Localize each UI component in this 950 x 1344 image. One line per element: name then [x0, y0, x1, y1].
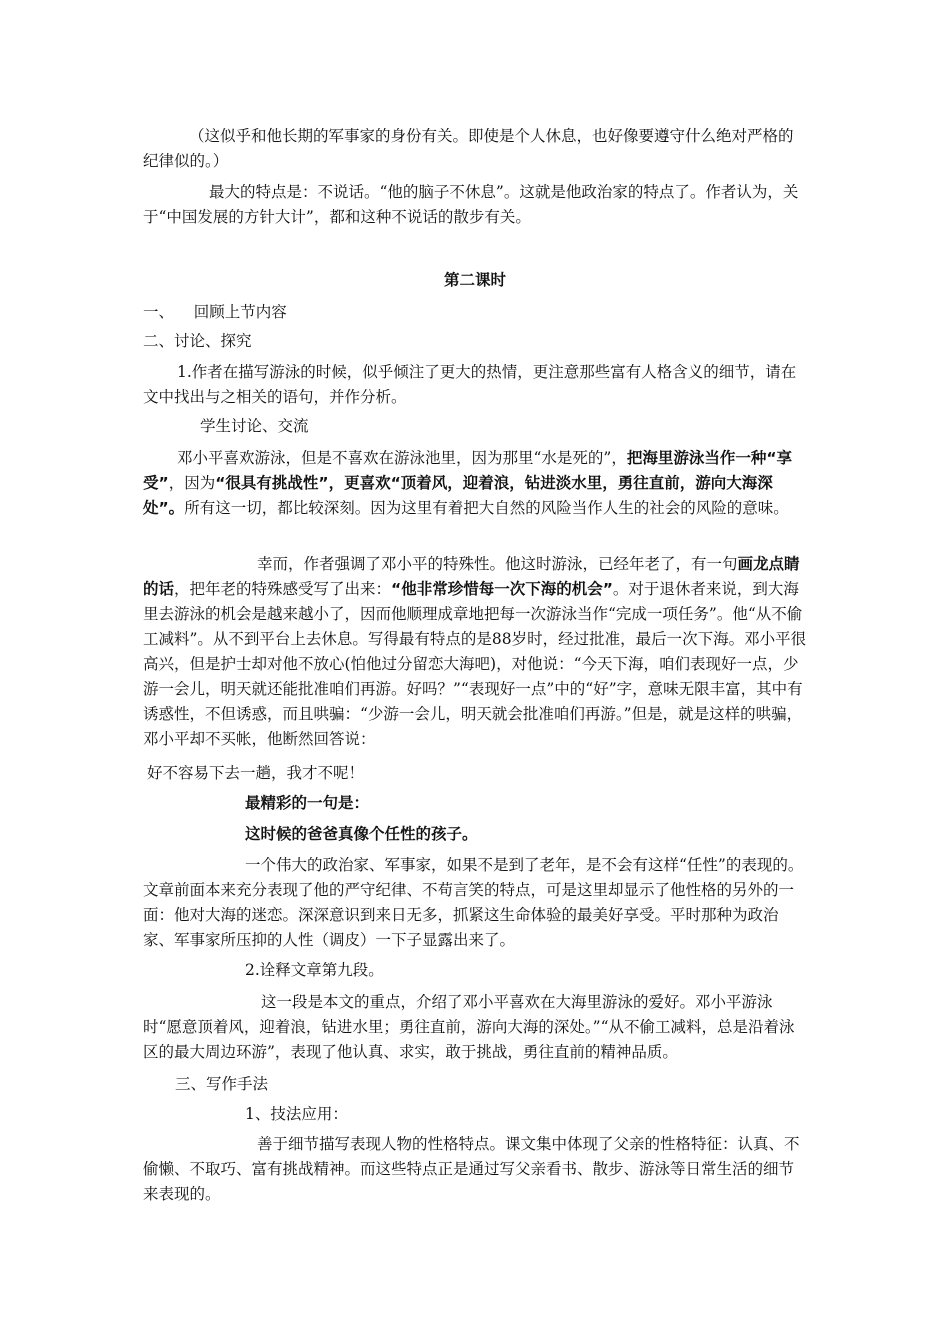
text-segment: ，因为: [168, 474, 216, 492]
bold-phrase: 画龙点睛的话: [143, 555, 800, 598]
bold-phrase: 把海里游泳当作一种“享受”: [143, 449, 793, 492]
bold-phrase: “他非常珍惜每一次下海的机会”: [391, 580, 613, 598]
paragraph-military-discipline: （这似乎和他长期的军事家的身份有关。即使是个人休息，也好像要遵守什么绝对严格的纪律似的。）: [143, 127, 794, 170]
paragraph-character: 一个伟大的政治家、军事家，如果不是到了老年，是不会有这样“任性”的表现的。文章前面本来充分表现了他的严守纪律、不苟言笑的特点，可是这里却显示了他性格的另外的一面：他对大海的迷恋。深深意识到来日无多，抓紧这生命体验的最美好享受。平时那种为政治家、军事家所压抑的人性（调皮）一下子显露出来了。: [143, 856, 804, 949]
question-2: 2.诠释文章第九段。: [245, 961, 384, 979]
bold-phrase: “很具有挑战性”，更喜欢“顶着风，迎着浪，钻进淡水里，勇往直前，游向大海深处”。: [143, 474, 773, 517]
text-segment: 。对于退休者来说，到大海里去游泳的机会是越来越小了，因而他顺理成章地把每一次游泳当作“完成一项任务”。他“从不偷工减料”。从不到平台上去休息。写得最有特点的是88岁时，经过批准，最后一次下海。邓小平很高兴，但是护士却对他不放心(怕他过分留恋大海吧)，对他说：“今天下海，咱们表现好一点，少游一会儿，明天就还能批准咱们再游。好吗？”“表现好一点”中的“好”字，意味无限丰富，其中有诱惑性，不但诱惑，而且哄骗：“少游一会儿，明天就会批准咱们再游。”但是，就是这样的哄骗，邓小平却不买帐，他断然回答说：: [143, 580, 807, 748]
text-segment: 所有这一切，都比较深刻。因为这里有着把大自然的风险当作人生的社会的风险的意味。: [184, 499, 789, 517]
section-title: 第二课时: [443, 271, 506, 289]
text-segment: 幸而，作者强调了邓小平的特殊性。他这时游泳，已经年老了，有一句: [257, 555, 738, 573]
heading-discussion: 二、讨论、探究: [143, 332, 252, 350]
question-1: 1.作者在描写游泳的时候，似乎倾注了更大的热情，更注意那些富有人格含义的细节，请在文中找出与之相关的语句，并作分析。: [143, 363, 797, 406]
best-sentence: 这时候的爸爸真像个任性的孩子。: [245, 825, 478, 843]
text-segment: ，把年老的特殊感受写了出来：: [174, 580, 392, 598]
paragraph-no-talking: 最大的特点是：不说话。“他的脑子不休息”。这就是他政治家的特点了。作者认为，关于“中国发展的方针大计”，都和这种不说话的散步有关。: [143, 183, 799, 226]
paragraph-detail-description: 善于细节描写表现人物的性格特点。课文集中体现了父亲的性格特征：认真、不偷懒、不取巧、富有挑战精神。而这些特点正是通过写父亲看书、散步、游泳等日常生活的细节来表现的。: [143, 1135, 800, 1203]
paragraph-swimming-analysis: [143, 446, 808, 521]
text-segment: 邓小平喜欢游泳，但是不喜欢在游泳池里，因为那里“水是死的”，: [177, 449, 627, 467]
subheading-technique-application: 1、技法应用：: [245, 1105, 348, 1123]
paragraph-ninth-section: 这一段是本文的重点，介绍了邓小平喜欢在大海里游泳的爱好。邓小平游泳时“愿意顶着风，迎着浪，钻进水里；勇往直前，游向大海的深处。”“从不偷工减料，总是沿着泳区的最大周边环游”，表现了他认真、求实，敢于挑战，勇往直前的精神品质。: [143, 993, 795, 1061]
quote-line: 好不容易下去一趟，我才不呢！: [147, 764, 365, 782]
best-sentence-label: 最精彩的一句是：: [245, 794, 370, 812]
heading-writing-technique: 三、写作手法: [175, 1075, 269, 1093]
paragraph-special-feeling: [143, 552, 808, 752]
student-discussion-label: 学生讨论、交流: [200, 417, 309, 435]
heading-review: 一、 回顾上节内容: [143, 303, 287, 321]
